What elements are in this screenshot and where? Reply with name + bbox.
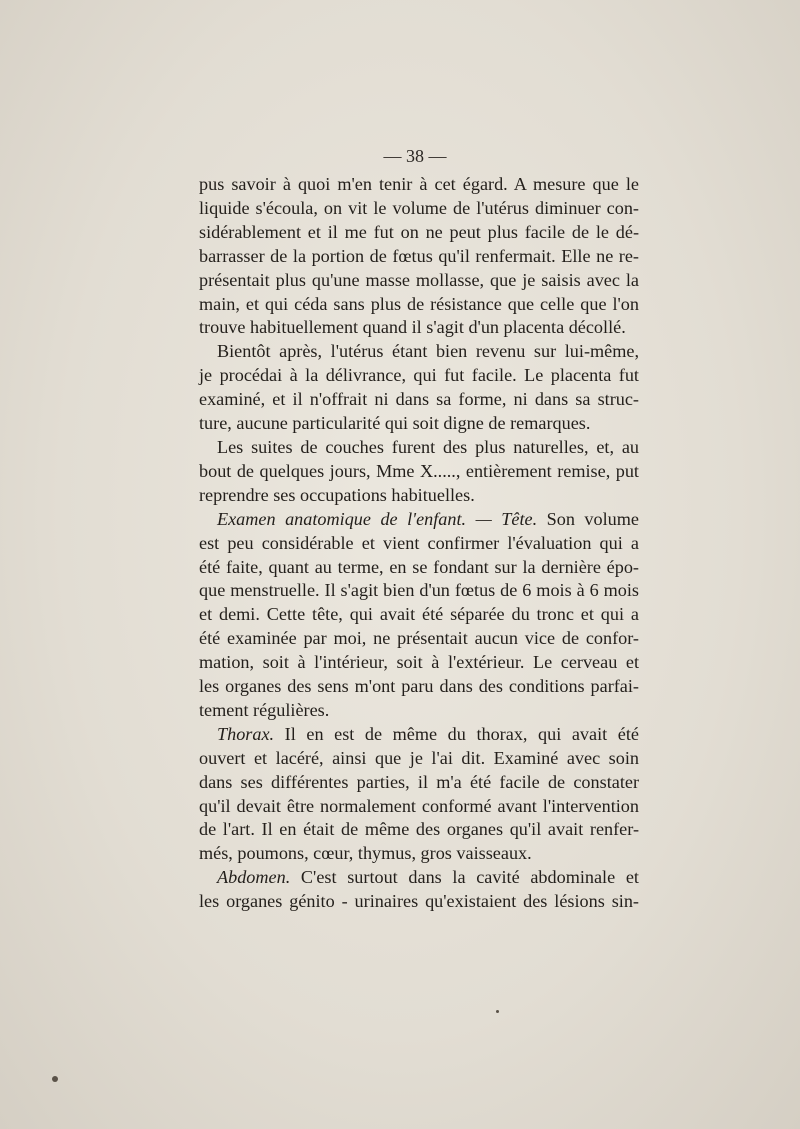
italic-heading: Examen anatomique de l'enfant. — Tête. bbox=[217, 508, 538, 529]
line-text: qu'il devait être normalement conformé avant l'intervention bbox=[199, 795, 639, 816]
line-text: les organes génito - urinaires qu'existaient des lésions sin- bbox=[199, 891, 639, 912]
text-line bbox=[199, 484, 639, 508]
line-text: més, poumons, cœur, thymus, gros vaisseaux. bbox=[199, 843, 532, 864]
line-text: mation, soit à l'intérieur, soit à l'extérieur. Le cerveau et bbox=[199, 652, 639, 673]
text-line bbox=[199, 293, 639, 317]
text-line bbox=[199, 818, 639, 842]
text-line bbox=[199, 364, 639, 388]
text-line bbox=[199, 651, 639, 675]
line-text: tement régulières. bbox=[199, 699, 330, 720]
line-text: les organes des sens m'ont paru dans des conditions parfai- bbox=[199, 676, 639, 697]
text-line bbox=[199, 532, 639, 556]
line-text: C'est surtout dans la cavité abdominale et bbox=[290, 867, 639, 888]
text-line bbox=[199, 579, 639, 603]
italic-heading: Thorax. bbox=[217, 723, 275, 744]
line-text: de l'art. Il en était de même des organes qu'il avait renfer- bbox=[199, 819, 639, 840]
line-text: Son volume bbox=[537, 508, 639, 529]
line-text: trouve habituellement quand il s'agit d'un placenta décollé. bbox=[199, 317, 626, 338]
text-line bbox=[199, 603, 639, 627]
text-line bbox=[199, 771, 639, 795]
line-text: été examinée par moi, ne présentait aucun vice de confor- bbox=[199, 628, 639, 649]
line-text: ouvert et lacéré, ainsi que je l'ai dit. Examiné avec soin bbox=[199, 747, 639, 768]
text-line bbox=[199, 723, 639, 747]
text-line bbox=[199, 675, 639, 699]
text-line bbox=[199, 795, 639, 819]
line-text: présentait plus qu'une masse mollasse, que je saisis avec la bbox=[199, 269, 639, 290]
italic-heading: Abdomen. bbox=[217, 867, 291, 888]
text-line bbox=[199, 556, 639, 580]
line-text: reprendre ses occupations habituelles. bbox=[199, 484, 475, 505]
line-text: Les suites de couches furent des plus naturelles, et, au bbox=[217, 436, 639, 457]
line-text: et demi. Cette tête, qui avait été séparée du tronc et qui a bbox=[199, 604, 639, 625]
line-text: Bientôt après, l'utérus étant bien revenu sur lui-même, bbox=[217, 341, 639, 362]
text-line bbox=[199, 173, 639, 197]
page-number: — 38 — bbox=[383, 146, 447, 166]
text-line bbox=[199, 460, 639, 484]
text-line bbox=[199, 866, 639, 890]
text-line bbox=[199, 221, 639, 245]
text-line bbox=[199, 627, 639, 651]
line-text: examiné, et il n'offrait ni dans sa forme, ni dans sa struc- bbox=[199, 389, 639, 410]
line-text: main, et qui céda sans plus de résistance que celle que l'on bbox=[199, 293, 639, 314]
text-line bbox=[199, 245, 639, 269]
text-line bbox=[199, 340, 639, 364]
text-line bbox=[199, 842, 639, 866]
line-text: barrasser de la portion de fœtus qu'il renfermait. Elle ne re- bbox=[199, 245, 639, 266]
text-line bbox=[199, 388, 639, 412]
line-text: liquide s'écoula, on vit le volume de l'utérus diminuer con- bbox=[199, 197, 639, 218]
text-line bbox=[199, 197, 639, 221]
text-line bbox=[199, 269, 639, 293]
text-line bbox=[199, 890, 639, 914]
text-line bbox=[199, 699, 639, 723]
line-text: sidérablement et il me fut on ne peut plus facile de le dé- bbox=[199, 221, 639, 242]
text-line bbox=[199, 316, 639, 340]
body-text bbox=[199, 173, 639, 914]
line-text: été faite, quant au terme, en se fondant sur la dernière épo- bbox=[199, 556, 639, 577]
ink-spot bbox=[52, 1076, 58, 1082]
text-line bbox=[199, 747, 639, 771]
line-text: je procédai à la délivrance, qui fut facile. Le placenta fut bbox=[199, 365, 639, 386]
line-text: ture, aucune particularité qui soit digne de remarques. bbox=[199, 413, 591, 434]
line-text: bout de quelques jours, Mme X....., entièrement remise, put bbox=[199, 460, 639, 481]
ink-spot bbox=[496, 1010, 499, 1013]
line-text: dans ses différentes parties, il m'a été facile de constater bbox=[199, 771, 639, 792]
text-line bbox=[199, 508, 639, 532]
line-text: pus savoir à quoi m'en tenir à cet égard. A mesure que le bbox=[199, 174, 639, 194]
line-text: que menstruelle. Il s'agit bien d'un fœtus de 6 mois à 6 mois bbox=[199, 580, 639, 601]
text-line bbox=[199, 436, 639, 460]
line-text: est peu considérable et vient confirmer l'évaluation qui a bbox=[199, 532, 639, 553]
text-line bbox=[199, 412, 639, 436]
line-text: Il en est de même du thorax, qui avait été bbox=[274, 723, 639, 744]
